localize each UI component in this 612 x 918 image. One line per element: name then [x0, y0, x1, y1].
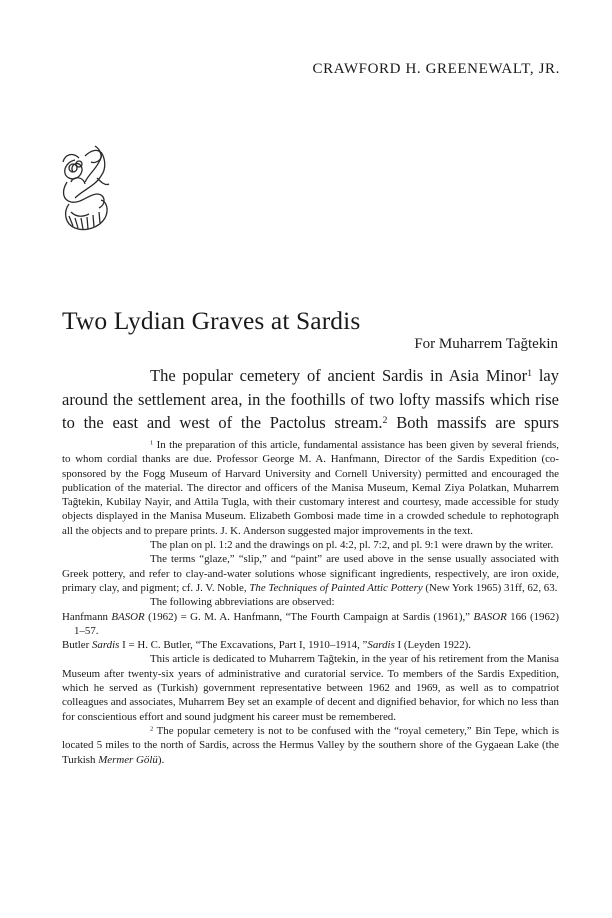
abbr-text: I = H. C. Butler, “The Excavations, Part I, 1910–1914, ”	[119, 639, 368, 652]
abbr-italic: Sardis	[91, 639, 120, 652]
footnote-1-dedication: This article is dedicated to Muharrem Tağtekin, in the year of his retirement from the Manisa Museum after twenty-six years of administrative and curatorial service. To members of the Sardis Expedition, which he served as (Turkish) government representative between 1962 and 1969, as well as to compatriot colleagues and associates, Muharrem Bey set an example of decent and dignified behavior, for which no less than for conscientious effort and sound judgment his career must be remembered.	[62, 653, 559, 723]
running-header-author: CRAWFORD H. GREENEWALT, JR.	[312, 61, 560, 77]
footnote-1-terms	[62, 552, 559, 595]
abbreviation-butler	[62, 638, 559, 652]
footnote-1-plan: The plan on pl. 1:2 and the drawings on pl. 4:2, pl. 7:2, and pl. 9:1 were drawn by the writer.	[150, 539, 554, 552]
abbr-text: I (Leyden 1922).	[394, 639, 472, 652]
abbr-italic: BASOR	[111, 610, 145, 623]
article-dedication: For Muharrem Tağtekin	[414, 336, 558, 352]
place-name-italic: Mermer Gölü	[98, 753, 158, 766]
abbreviation-hanfmann	[62, 610, 559, 639]
body-text-part: Both massifs are spurs	[387, 413, 559, 433]
abbr-text: (1962) = G. M. A. Hanfmann, “The Fourth Campaign at Sardis (1961),”	[144, 610, 474, 623]
footnote-text: The terms “glaze,” “slip,” and “paint” are used above in the sense usually associated with Greek pottery, and refer to clay-and-water solutions whose significant ingredients, respectively, are iron oxide, primary clay, and pigment; cf. J. V. Noble,	[62, 553, 559, 594]
footnote-text: The popular cemetery is not to be confused with the “royal cemetery,” Bin Tepe, which is located 5 miles to the north of Sardis, across the Hermus Valley by the southern shore of the Gygaean Lake (the Turkish	[62, 724, 559, 766]
footnote-text: In the preparation of this article, fundamental assistance has been given by several friends, to whom cordial thanks are due. Professor George M. A. Hanfmann, Director of the Sardis Expedition (co-sponsored by the Fogg Museum of Harvard University and Cornell University) permitted and encouraged the publication of the material. The director and officers of the Manisa Museum, Kemal Ziya Polatkan, Muharrem Tağtekin, Kubilay Nayir, and Attila Tugla, with their customary interest and courtesy, made accessible for study objects displayed in the Manisa Museum. Elizabeth Gombosi made time in a crowded schedule to rephotograph all the objects and to prepare prints. J. K. Anderson suggested major improvements in the text.	[62, 439, 559, 537]
body-text-part: The popular cemetery of ancient Sardis in Asia Minor	[150, 366, 528, 385]
footnote-1-abbreviations-intro: The following abbreviations are observed:	[150, 596, 335, 609]
abbr-italic: Sardis	[367, 639, 395, 652]
footnote-text: (New York 1965) 31ff, 62, 63.	[422, 581, 558, 594]
body-text-part: lay around the settlement area, in the foothills of two lofty massifs which rise to the east and west of the Pactolus stream.	[62, 366, 559, 433]
footnote-2	[62, 724, 559, 767]
footnote-marker: 1	[527, 368, 533, 380]
abbr-text: Hanfmann	[62, 610, 112, 623]
abbr-text: 166 (1962) 1–57.	[74, 610, 559, 637]
ornamental-initial-icon	[55, 142, 119, 242]
body-paragraph	[62, 364, 559, 435]
footnotes	[62, 438, 559, 767]
footnote-number: 1	[150, 439, 154, 447]
article-title: Two Lydian Graves at Sardis	[62, 306, 361, 335]
footnote-text: ).	[157, 753, 165, 766]
abbr-text: Butler	[62, 639, 92, 652]
book-title: The Techniques of Painted Attic Pottery	[249, 581, 423, 594]
footnote-number: 2	[150, 725, 154, 733]
footnote-1	[62, 438, 559, 538]
abbr-italic: BASOR	[473, 610, 507, 623]
footnote-marker: 2	[382, 415, 388, 427]
